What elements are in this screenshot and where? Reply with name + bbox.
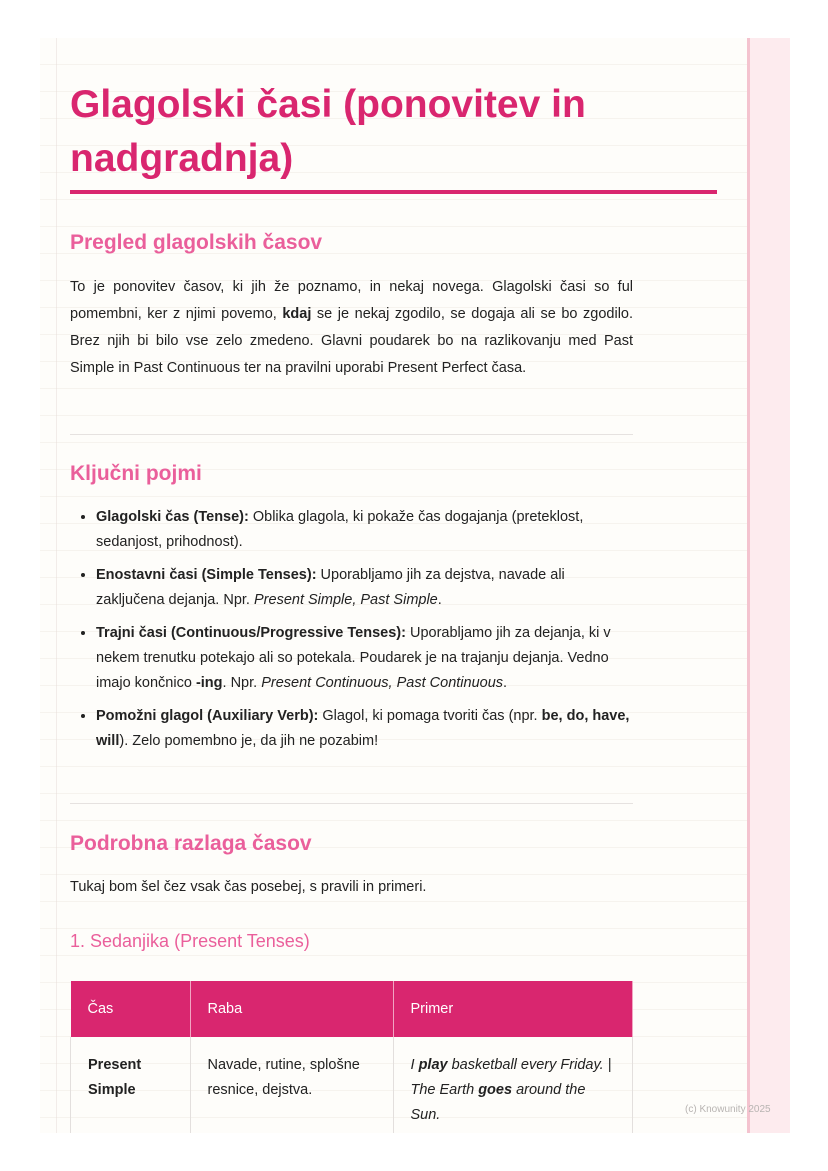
text: Glagol, ki pomaga tvoriti čas (npr. bbox=[318, 708, 542, 724]
heading-terms: Ključni pojmi bbox=[70, 462, 202, 485]
heading-overview: Pregled glagolskih časov bbox=[70, 231, 323, 254]
bold-text: play bbox=[418, 1057, 448, 1073]
text: . bbox=[437, 592, 442, 608]
tenses-table bbox=[70, 981, 633, 1133]
subheading-present: 1. Sedanjika (Present Tenses) bbox=[70, 931, 310, 951]
page-title: Glagolski časi (ponovitev in nadgradnja) bbox=[70, 83, 586, 180]
text: Oblika glagola, ki pokaže čas dogajanja (preteklost, sedanjost, prihodnost). bbox=[96, 509, 584, 550]
text: around the Sun. bbox=[410, 1082, 586, 1123]
cell-use: Navade, rutine, splošne resnice, dejstva. bbox=[190, 1037, 393, 1133]
bold-text: be, do, have, will bbox=[96, 708, 630, 749]
list-item bbox=[96, 621, 633, 696]
detail-intro: Tukaj bom šel čez vsak čas posebej, s pravili in primeri. bbox=[70, 879, 427, 895]
terms-list bbox=[70, 505, 633, 762]
term: Pomožni glagol (Auxiliary Verb): bbox=[96, 708, 319, 724]
text: . bbox=[503, 675, 508, 691]
cell-example bbox=[393, 1037, 633, 1133]
example: Present Simple, Past Simple bbox=[254, 592, 438, 608]
bold-text: goes bbox=[478, 1082, 513, 1098]
title-rule bbox=[70, 190, 717, 194]
side-strip bbox=[747, 38, 790, 1133]
text: se je nekaj zgodilo, se dogaja ali se bo zgodilo. Brez njih bi bilo vse zelo zmedeno. Glavni poudarek bo na razlikovanju med Past Simple in Past Continuous ter na pravilni uporabi Present Perfect časa. bbox=[70, 306, 634, 376]
document-page bbox=[40, 38, 790, 1133]
header-cell: Primer bbox=[393, 981, 633, 1037]
header-cell: Čas bbox=[71, 981, 191, 1037]
list-item bbox=[96, 505, 633, 555]
table-row bbox=[71, 1037, 633, 1133]
example: Present Continuous, Past Continuous bbox=[261, 675, 504, 691]
overview-paragraph bbox=[70, 274, 633, 382]
term: Trajni časi (Continuous/Progressive Tenses): bbox=[96, 625, 406, 641]
text: Uporabljamo jih za dejstva, navade ali zaključena dejanja. Npr. bbox=[96, 567, 565, 608]
term: Glagolski čas (Tense): bbox=[96, 509, 249, 525]
heading-detail: Podrobna razlaga časov bbox=[70, 832, 312, 855]
copyright: (c) Knowunity 2025 bbox=[685, 1104, 771, 1115]
table-header bbox=[71, 981, 633, 1037]
divider bbox=[70, 803, 633, 804]
text: Uporabljamo jih za dejanja, ki v nekem trenutku potekajo ali so potekala. Poudarek je na trajanju dejanja. Vedno imajo končnico bbox=[96, 625, 611, 691]
list-item bbox=[96, 704, 633, 754]
list-item bbox=[96, 563, 633, 613]
text: basketball every Friday. | The Earth bbox=[410, 1057, 612, 1098]
text: . Npr. bbox=[222, 675, 262, 691]
text: I bbox=[410, 1057, 419, 1073]
margin-line bbox=[56, 38, 57, 1133]
text: ). Zelo pomembno je, da jih ne pozabim! bbox=[119, 733, 379, 749]
term: Enostavni časi (Simple Tenses): bbox=[96, 567, 317, 583]
divider bbox=[70, 434, 633, 435]
header-cell: Raba bbox=[190, 981, 393, 1037]
bold-text: -ing bbox=[195, 675, 223, 691]
cell-tense bbox=[71, 1037, 191, 1133]
bold-text: kdaj bbox=[282, 306, 312, 322]
tense: Present Simple bbox=[88, 1057, 142, 1098]
text: To je ponovitev časov, ki jih že poznamo, in nekaj novega. Glagolski časi so ful pomembni, ker z njimi povemo, bbox=[70, 279, 633, 322]
